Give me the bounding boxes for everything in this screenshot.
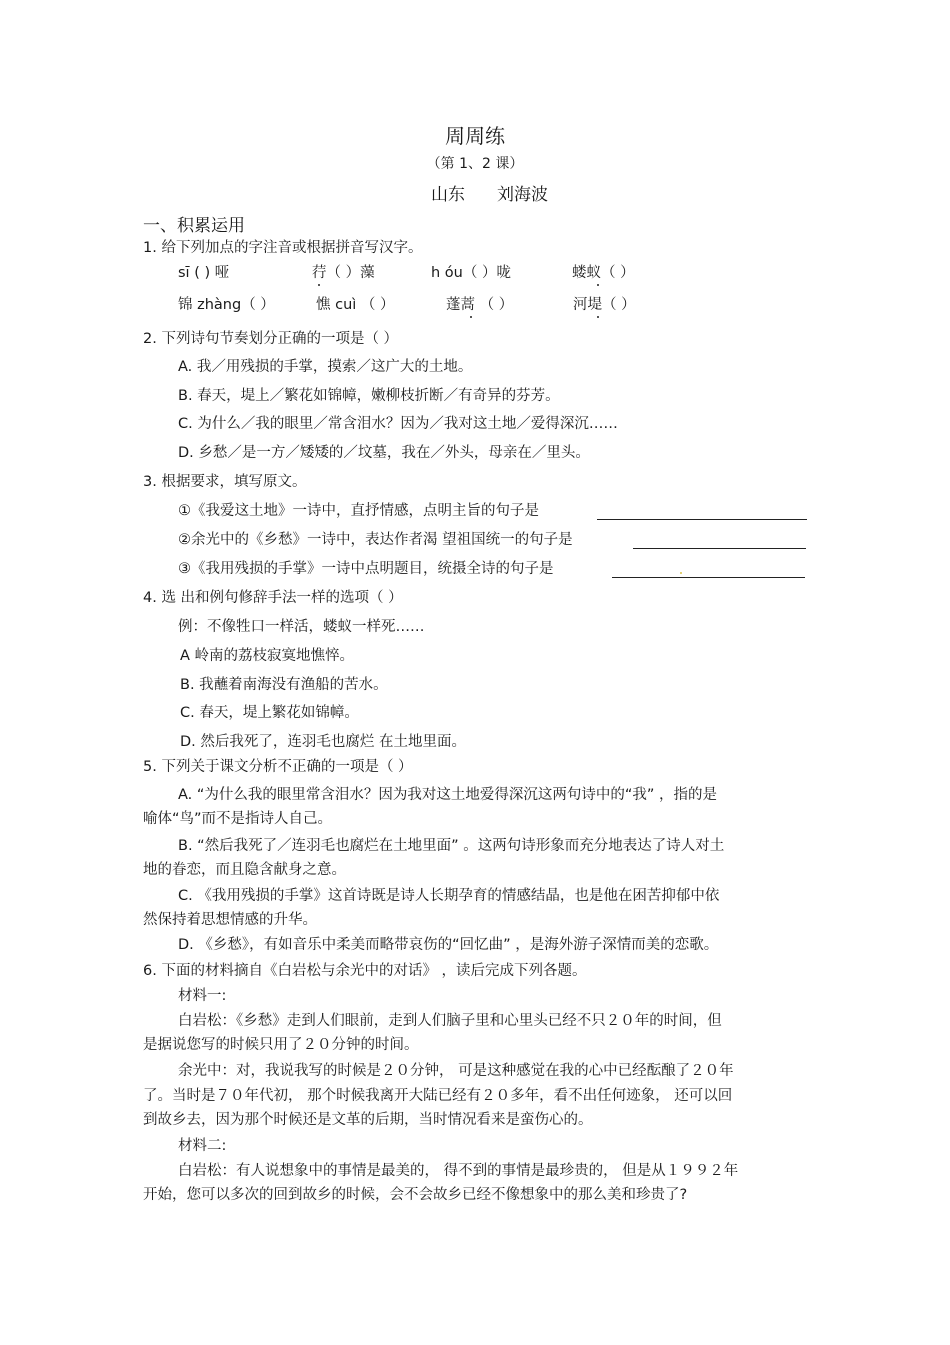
answer-blank[interactable] <box>612 577 805 578</box>
material-line: 到故乡去，因为那个时候还是文革的后期，当时情况看来是蛮伤心的。 <box>143 1112 593 1128</box>
q1-item: 蓬蒿 （ ） <box>446 297 514 313</box>
q3-item: ②余光中的《乡愁》一诗中，表达作者渴 望祖国统一的句子是 <box>178 532 573 548</box>
q3-item: ③《我用残损的手掌》一诗中点明题目，统摄全诗的句子是 <box>178 561 554 577</box>
page-subtitle: （第 1、2 课） <box>426 156 524 172</box>
material-line: 余光中：对，我说我写的时候是２０分钟， 可是这种感觉在我的心中已经酝酿了２０年 <box>178 1063 734 1079</box>
stray-mark <box>680 572 682 574</box>
question-4-stem: 4. 选 出和例句修辞手法一样的选项（ ） <box>143 590 403 606</box>
author-name: 刘海波 <box>497 185 548 205</box>
q3-item: ①《我爱这土地》一诗中，直抒情感，点明主旨的句子是 <box>178 503 539 519</box>
section-heading: 一、积累运用 <box>143 216 245 236</box>
q1-item: 锦 zhàng（ ） <box>178 297 275 313</box>
question-1-stem: 1. 给下列加点的字注音或根据拼音写汉字。 <box>143 240 423 256</box>
emphasis-dot <box>597 316 599 318</box>
question-2-stem: 2. 下列诗句节奏划分正确的一项是（ ） <box>143 331 399 347</box>
q1-item: 憔 cuì （ ） <box>316 297 395 313</box>
answer-blank[interactable] <box>597 519 807 520</box>
q2-option: D. 乡愁／是一方／矮矮的／坟墓，我在／外头，母亲在／里头。 <box>178 445 590 461</box>
q1-item: h óu（ ）咙 <box>431 265 511 281</box>
q2-option: C. 为什么／我的眼里／常含泪水？因为／我对这土地／爱得深沉…… <box>178 416 618 432</box>
q5-line: 喻体“鸟”而不是指诗人自己。 <box>143 811 333 827</box>
q5-line: A. “为什么我的眼里常含泪水？因为我对这土地爱得深沉这两句诗中的“我” ，指的是 <box>178 787 718 803</box>
q5-line: 地的眷恋，而且隐含献身之意。 <box>143 862 346 878</box>
q4-option: D. 然后我死了，连羽毛也腐烂 在土地里面。 <box>180 734 466 750</box>
q4-option: B. 我蘸着南海没有渔船的苦水。 <box>180 677 388 693</box>
author-region: 山东 <box>431 185 465 205</box>
page-title: 周周练 <box>445 124 505 148</box>
question-6-stem: 6. 下面的材料摘自《白岩松与余光中的对话》 ，读后完成下列各题。 <box>143 963 587 979</box>
emphasis-dot <box>318 284 320 286</box>
q4-option: C. 春天，堤上繁花如锦幛。 <box>180 705 359 721</box>
q4-option: A 岭南的荔枝寂寞地憔悴。 <box>180 648 355 664</box>
material-line: 开始，您可以多次的回到故乡的时候，会不会故乡已经不像想象中的那么美和珍贵了? <box>143 1187 688 1203</box>
q1-item: sī ( ) 哑 <box>178 265 230 281</box>
question-3-stem: 3. 根据要求，填写原文。 <box>143 474 307 490</box>
material-line: 是据说您写的时候只用了２０分钟的时间。 <box>143 1037 419 1053</box>
question-5-stem: 5. 下列关于课文分析不正确的一项是（ ） <box>143 759 413 775</box>
material-line: 白岩松：有人说想象中的事情是最美的， 得不到的事情是最珍贵的， 但是从１９９２年 <box>178 1163 739 1179</box>
emphasis-dot <box>470 316 472 318</box>
q4-example: 例：不像牲口一样活，蝼蚁一样死…… <box>178 619 425 635</box>
q5-line: B. “然后我死了／连羽毛也腐烂在土地里面” 。这两句诗形象而充分地表达了诗人对土 <box>178 838 725 854</box>
q1-item: 蝼蚁（ ） <box>572 265 635 281</box>
q2-option: A. 我／用残损的手掌，摸索／这广大的土地。 <box>178 359 473 375</box>
material-label: 材料一: <box>178 988 227 1004</box>
material-line: 白岩松：《乡愁》走到人们眼前，走到人们脑子里和心里头已经不只２０年的时间，但 <box>178 1013 722 1029</box>
material-label: 材料二: <box>178 1138 227 1154</box>
q1-item: 荇（ ）藻 <box>312 265 375 281</box>
q2-option: B. 春天，堤上／繁花如锦幛，嫩柳枝折断／有奇异的芬芳。 <box>178 388 560 404</box>
q1-item: 河堤（ ） <box>573 297 636 313</box>
answer-blank[interactable] <box>633 548 806 549</box>
q5-line: 然保持着思想情感的升华。 <box>143 912 317 928</box>
q5-line: D. 《乡愁》，有如音乐中柔美而略带哀伤的“回忆曲” ，是海外游子深情而美的恋歌。 <box>178 937 719 953</box>
emphasis-dot <box>597 284 599 286</box>
q5-line: C. 《我用残损的手掌》这首诗既是诗人长期孕育的情感结晶，也是他在困苦抑郁中依 <box>178 888 720 904</box>
material-line: 了。当时是７０年代初， 那个时候我离开大陆已经有２０多年，看不出任何迹象， 还可以回 <box>143 1088 733 1104</box>
